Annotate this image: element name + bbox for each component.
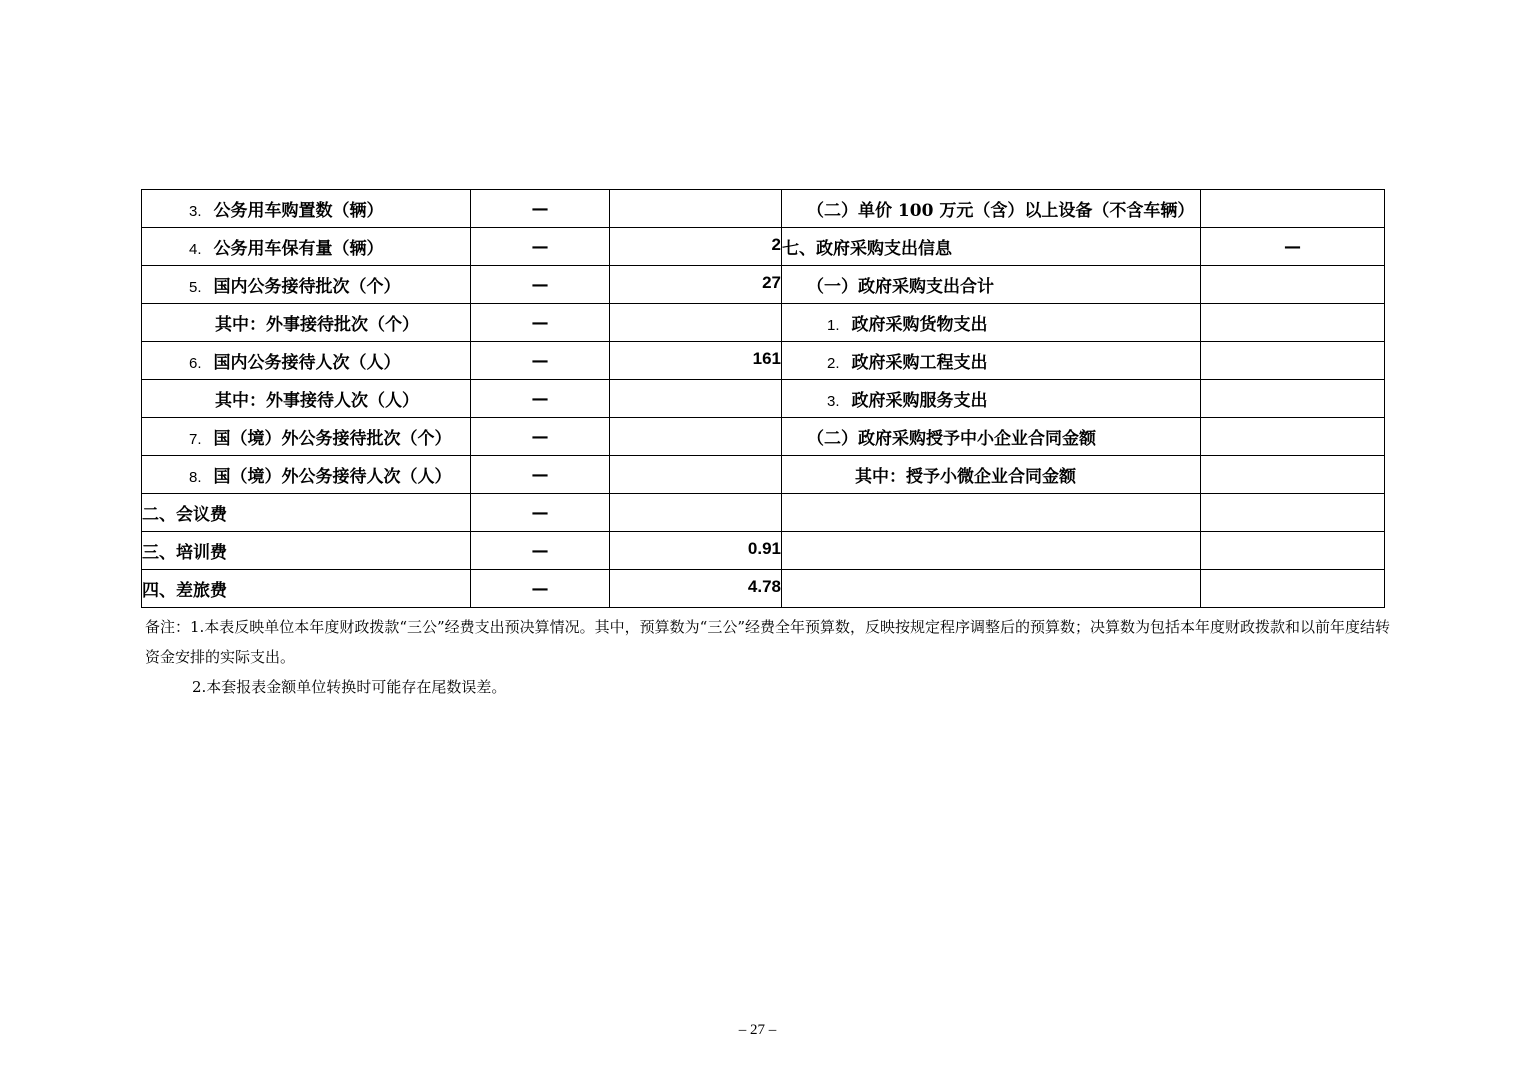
actual-cell xyxy=(610,532,782,570)
item-label-cell xyxy=(142,266,471,304)
actual-cell xyxy=(610,570,782,608)
notes xyxy=(145,612,1390,702)
procurement-label-cell xyxy=(782,266,1201,304)
budget-cell: — xyxy=(471,342,610,380)
actual-cell xyxy=(610,190,782,228)
procurement-label-cell xyxy=(782,228,1201,266)
actual-value: 27 xyxy=(762,273,781,292)
procurement-label: （二）政府采购授予中小企业合同金额 xyxy=(807,429,1096,449)
item-number: 5. xyxy=(189,279,202,296)
actual-cell xyxy=(610,380,782,418)
actual-cell xyxy=(610,342,782,380)
actual-cell xyxy=(610,456,782,494)
item-label: 国（境）外公务接待人次（人） xyxy=(213,467,452,487)
procurement-label-cell xyxy=(782,190,1201,228)
budget-cell: — xyxy=(471,304,610,342)
budget-cell: — xyxy=(471,418,610,456)
page-number: – 27 – xyxy=(738,1022,777,1038)
procurement-label: 政府采购工程支出 xyxy=(851,353,988,373)
table-row xyxy=(142,494,1385,532)
procurement-value-cell xyxy=(1201,342,1385,380)
table-row xyxy=(142,380,1385,418)
table-row xyxy=(142,190,1385,228)
procurement-label: （一）政府采购支出合计 xyxy=(807,277,994,297)
budget-cell: — xyxy=(471,532,610,570)
procurement-value-cell xyxy=(1201,418,1385,456)
budget-cell: — xyxy=(471,380,610,418)
procurement-value-cell xyxy=(1201,304,1385,342)
table-row xyxy=(142,266,1385,304)
item-label: 四、差旅费 xyxy=(142,581,227,601)
actual-cell xyxy=(610,266,782,304)
procurement-label-cell xyxy=(782,418,1201,456)
procurement-label-cell xyxy=(782,342,1201,380)
procurement-value-cell xyxy=(1201,266,1385,304)
item-label: 三、培训费 xyxy=(142,543,227,563)
procurement-label: 七、政府采购支出信息 xyxy=(782,239,952,259)
item-label: 二、会议费 xyxy=(142,505,227,525)
procurement-label: 政府采购服务支出 xyxy=(851,391,988,411)
actual-cell xyxy=(610,304,782,342)
item-label-cell xyxy=(142,418,471,456)
item-label-cell xyxy=(142,190,471,228)
procurement-label-cell xyxy=(782,304,1201,342)
budget-cell: — xyxy=(471,190,610,228)
budget-cell: — xyxy=(471,456,610,494)
item-label-cell xyxy=(142,304,471,342)
item-label-cell xyxy=(142,342,471,380)
procurement-label-cell xyxy=(782,456,1201,494)
actual-cell xyxy=(610,494,782,532)
procurement-value-cell xyxy=(1201,456,1385,494)
actual-value: 4.78 xyxy=(747,577,781,596)
note-1: 备注：1.本表反映单位本年度财政拨款“三公”经费支出预决算情况。其中，预算数为“三公”经费全年预算数，反映按规定程序调整后的预算数；决算数为包括本年度财政拨款和以前年度结转资金安排的实际支出。 xyxy=(145,618,1390,666)
actual-value: 161 xyxy=(752,349,781,368)
item-label-cell xyxy=(142,532,471,570)
procurement-number: 3. xyxy=(827,393,840,410)
item-number: 6. xyxy=(189,355,202,372)
item-label: 公务用车保有量（辆） xyxy=(213,239,384,259)
actual-value: 2 xyxy=(771,235,781,254)
item-label-cell xyxy=(142,570,471,608)
procurement-label-cell xyxy=(782,380,1201,418)
item-number: 7. xyxy=(189,431,202,448)
procurement-label: 政府采购货物支出 xyxy=(851,315,988,335)
item-label-cell xyxy=(142,494,471,532)
item-label: 公务用车购置数（辆） xyxy=(213,201,384,221)
procurement-value-cell xyxy=(1201,190,1385,228)
actual-value: 0.91 xyxy=(747,539,781,558)
budget-cell: — xyxy=(471,494,610,532)
procurement-label: （二）单价 100 万元（含）以上设备（不含车辆） xyxy=(807,201,1195,221)
procurement-value-cell xyxy=(1201,494,1385,532)
item-label-cell xyxy=(142,380,471,418)
actual-cell xyxy=(610,228,782,266)
table-row xyxy=(142,456,1385,494)
note-2: 2.本套报表金额单位转换时可能存在尾数误差。 xyxy=(192,678,507,696)
item-label: 其中：外事接待人次（人） xyxy=(215,391,419,411)
procurement-label-cell xyxy=(782,570,1201,608)
item-number: 8. xyxy=(189,469,202,486)
procurement-label: 其中：授予小微企业合同金额 xyxy=(855,467,1076,487)
budget-cell: — xyxy=(471,228,610,266)
item-label-cell xyxy=(142,456,471,494)
procurement-number: 2. xyxy=(827,355,840,372)
procurement-value-cell xyxy=(1201,380,1385,418)
table-row xyxy=(142,532,1385,570)
table-row xyxy=(142,304,1385,342)
item-number: 3. xyxy=(189,203,202,220)
table-row xyxy=(142,570,1385,608)
procurement-label-cell xyxy=(782,494,1201,532)
budget-cell: — xyxy=(471,266,610,304)
item-label: 国内公务接待人次（人） xyxy=(213,353,401,373)
procurement-number: 1. xyxy=(827,317,840,334)
expense-table-body xyxy=(142,190,1385,608)
item-label-cell xyxy=(142,228,471,266)
procurement-label-cell xyxy=(782,532,1201,570)
item-label: 国内公务接待批次（个） xyxy=(213,277,401,297)
procurement-value-cell xyxy=(1201,532,1385,570)
budget-cell: — xyxy=(471,570,610,608)
item-label: 国（境）外公务接待批次（个） xyxy=(213,429,452,449)
table-row xyxy=(142,418,1385,456)
item-label: 其中：外事接待批次（个） xyxy=(215,315,419,335)
procurement-value-cell: — xyxy=(1201,228,1385,266)
expense-table xyxy=(141,189,1385,608)
actual-cell xyxy=(610,418,782,456)
procurement-value-cell xyxy=(1201,570,1385,608)
table-row xyxy=(142,228,1385,266)
item-number: 4. xyxy=(189,241,202,258)
table-row xyxy=(142,342,1385,380)
